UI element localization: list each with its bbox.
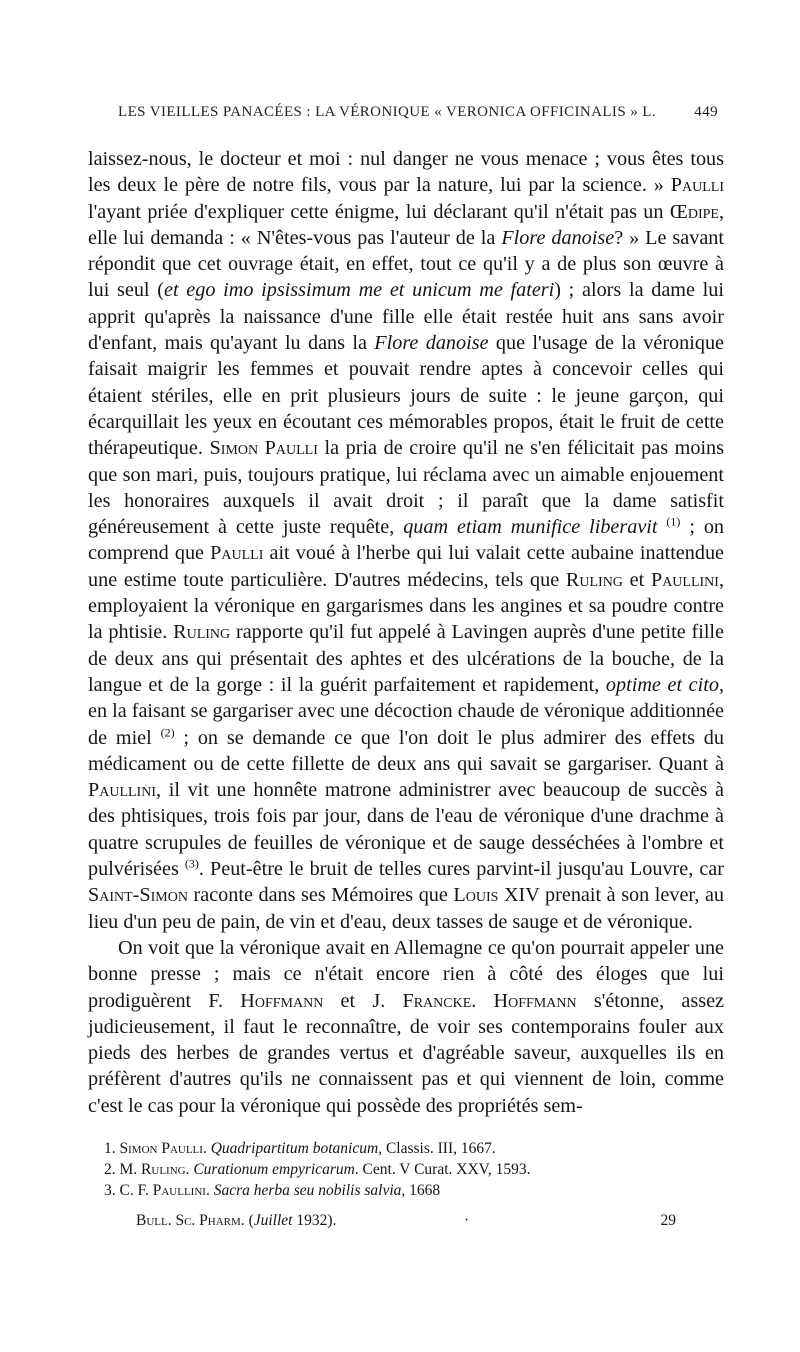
latin-quote: quam etiam munifice liberavit [403,516,658,539]
author-name: Hoffmann [240,989,324,1012]
paragraph-1 [88,146,724,935]
text-run: ) ; alors la dame lui apprit qu'après la naissance d'une fille elle était restée huit ans sans avoir d'enfant, mais qu'ayant lu dans la [88,279,724,355]
footnote-2: 2. M. Ruling. Curationum empyricarum. Cent. V Curat. XXV, 1593. [104,1161,531,1178]
running-title: LES VIEILLES PANACÉES : LA VÉRONIQUE « VERONICA OFFICINALIS » L. [118,104,656,120]
author-name: Paulli [670,174,724,197]
text-run: s'étonne, assez judicieusement, il faut le reconnaître, de voir ses contemporains fouler aux pieds des herbes de grandes vertus et d'agréable saveur, auxquelles ils en préfèrent d'autres qu'ils ne connaissent pas et qui viennent de loin, comme c'est le cas pour la véronique qui possède des propriétés sem- [88,989,724,1117]
footnote-number: 1. [104,1140,116,1157]
footnote-author: C. F. Paullini [119,1182,206,1199]
text-run: la pria de croire qu'il ne s'en félicitait pas moins que son mari, puis, toujours pratique, lui réclama avec un aimable enjouement les honoraires auxquels il avait droit ; il paraît que la dame satisfit généreusement à cette juste requête, [88,437,725,539]
author-name: Simon Paulli [209,437,318,460]
text-run: On voit que la véronique avait en Allemagne ce qu'on pourrait appeler une bonne presse ; mais ce n'était encore rien à côté des éloges que lui prodiguèrent F. [88,936,724,1012]
text-run: , en la faisant se gargariser avec une décoction chaude de véronique additionnée de miel [88,673,724,749]
footnote-title: Sacra herba seu nobilis salvia [213,1182,402,1199]
text-run: , elle lui demanda : « N'êtes-vous pas l'auteur de la [88,200,724,249]
footnote-ref-2[interactable]: (2) [160,724,175,739]
latin-quote: et ego imo ipsissimum me et unicum me fateri [163,279,555,302]
text-run: ; on se demande ce que l'on doit le plus admirer des effets du médicament ou de cette fillette de deux ans qui savait se gargariser. Quant à [88,726,724,775]
footnote-ref-1[interactable]: (1) [666,514,681,529]
page-number: 449 [694,104,718,120]
text-run: et J. [323,989,403,1012]
footnote-3: 3. C. F. Paullini. Sacra herba seu nobilis salvia, 1668 [104,1182,441,1199]
author-name: Saint-Simon [88,884,188,907]
footnote-title: Curationum empyricarum [193,1161,355,1178]
footnote-details: , 1668 [401,1182,441,1199]
author-name: Francke [402,989,472,1012]
text-run: , il vit une honnête matrone administrer avec beaucoup de succès à des phtisiques, trois fois par jour, dans de l'eau de véronique d'une drachme à quatre scrupules de feuilles de véronique et de sauge desséchées à l'ombre et pulvérisées [88,779,724,881]
text-run: , employaient la véronique en gargarismes dans les angines et sa poudre contre la phtisie. [88,568,725,644]
footnote-number: 3. [104,1182,116,1199]
author-name: Paulli [210,542,264,565]
footnotes [104,1138,724,1201]
text-run: . Peut-être le bruit de telles cures parvint-il jusqu'au Louvre, car [198,858,724,881]
text-run: et [622,568,651,591]
proper-name: Œdipe [669,200,719,223]
footnote-author: Simon Paulli [119,1140,203,1157]
text-run: XIV prenait à son lever, au lieu d'un peu de pain, de vin et d'eau, deux tasses de sauge et de véronique. [88,884,724,933]
text-run: l'ayant priée d'expliquer cette énigme, lui déclarant qu'il n'était pas un [88,200,670,223]
footnote-author: M. Ruling [119,1161,186,1178]
text-run: ( [244,1212,254,1229]
proper-name: Louis [453,884,499,907]
page-footer [136,1212,676,1230]
paragraph-2 [88,935,724,1119]
journal-name: Bull. Sc. Pharm. [136,1212,245,1229]
author-name: Paullini [650,568,719,591]
footnote-number: 2. [104,1161,116,1178]
book-title: Flore danoise [501,226,615,249]
text-run: ? » Le savant répondit que cet ouvrage était, en effet, tout ce qu'il y a de plus son œuvre à lui seul ( [88,226,725,302]
footnote-1: 1. Simon Paulli. Quadripartitum botanicum, Classis. III, 1667. [104,1140,496,1157]
text-run: laissez-nous, le docteur et moi : nul danger ne vous menace ; vous êtes tous les deux le père de notre fils, vous par la nature, lui par la science. » [88,148,724,197]
text-run: ; on comprend que [88,516,725,565]
author-name: Hoffmann [493,989,577,1012]
author-name: Ruling [173,621,231,644]
issue-month: Juillet [253,1212,293,1229]
text-run: ait voué à l'herbe qui lui valait cette aubaine inattendue une estime toute particulière. D'autres médecins, tels que [88,542,725,591]
journal-citation [136,1212,336,1230]
text-run: rapporte qu'il fut appelé à Lavingen auprès d'une petite fille de deux ans qui présentait des aphtes et des ulcérations de la bouche, de la langue et de la gorge : il la guérit parfaitement et rapidement, [88,621,724,696]
author-name: Paullini [88,779,156,802]
latin-quote: optime et cito [605,673,719,696]
main-text [88,146,724,1119]
sheet-number: 29 [660,1212,676,1229]
text-run: 1932). [292,1212,337,1229]
text-run: que l'usage de la véronique faisait maigrir les femmes et pouvait rendre aptes à concevoir celles qui étaient stériles, elle en prit plusieurs jours de suite : le jeune garçon, qui écarquillait les yeux en écoutant ces mémorables propos, était le fruit de cette thérapeutique. [88,332,725,460]
author-name: Ruling [565,568,623,591]
footnote-details: . Cent. V Curat. XXV, 1593. [354,1161,531,1178]
footnote-ref-3[interactable]: (3) [184,856,199,871]
footnote-details: , Classis. III, 1667. [378,1140,496,1157]
text-run: . [471,989,494,1012]
footnote-title: Quadripartitum botanicum [210,1140,379,1157]
book-title: Flore danoise [374,332,489,355]
text-run: raconte dans ses Mémoires que [187,884,454,907]
separator-dot: · [464,1212,470,1229]
running-header [118,104,718,121]
